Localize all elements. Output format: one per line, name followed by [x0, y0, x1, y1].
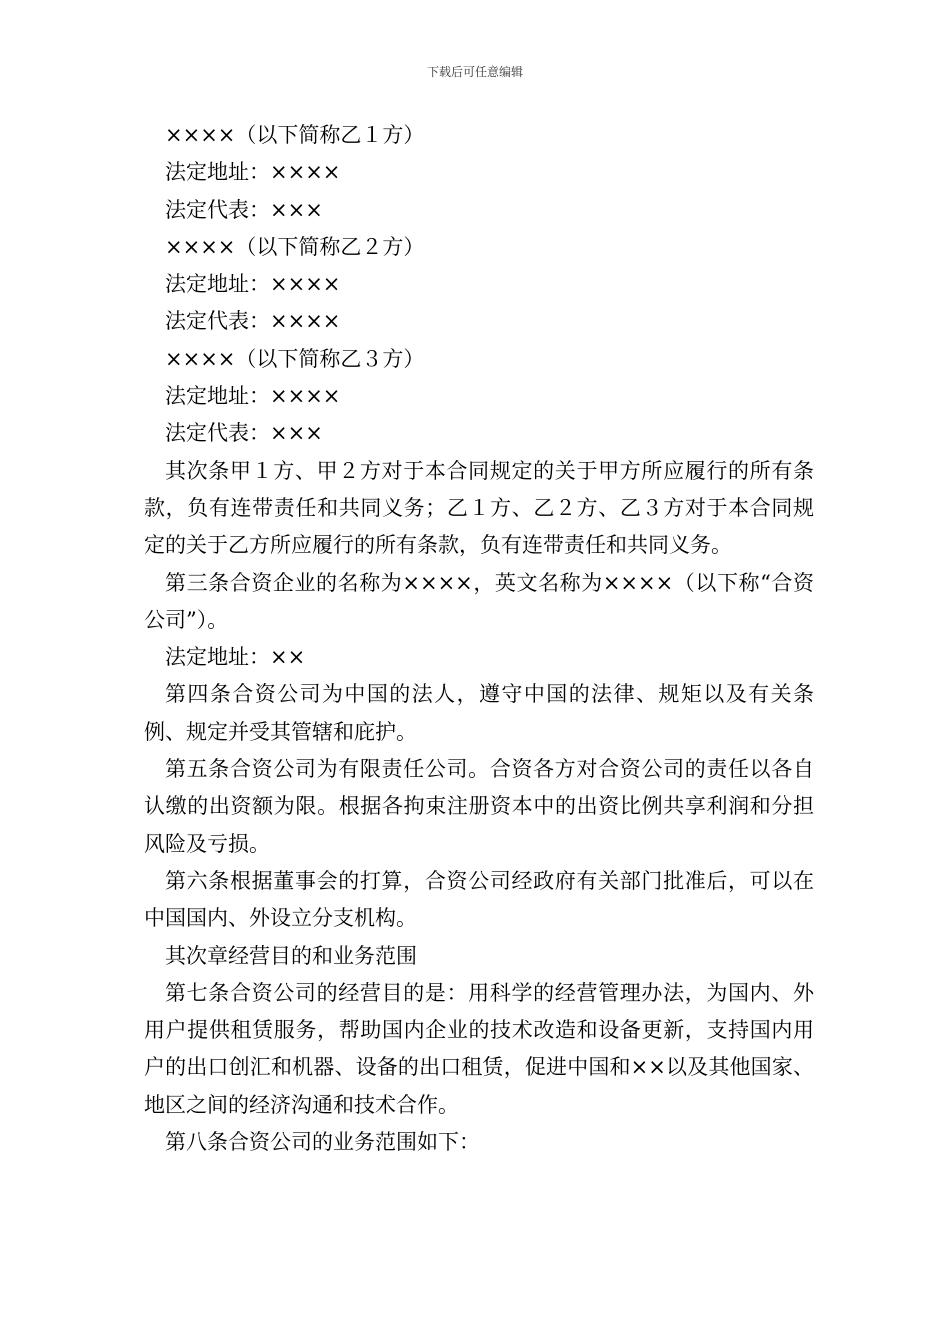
party-b3-representative: 法定代表：×××: [165, 421, 323, 446]
party-b3-name: ××××（以下简称乙３方）: [165, 346, 425, 371]
party-b1-name: ××××（以下简称乙１方）: [165, 123, 425, 147]
party-b1-representative: 法定代表：×××: [165, 197, 323, 222]
party-b2-address: 法定地址：××××: [165, 272, 341, 297]
article-2: 其次条甲１方、甲２方对于本合同规定的关于甲方所应履行的所有条款，负有连带责任和共同义务；乙１方、乙２方、乙３方对于本合同规定的关于乙方所应履行的所有条款，负有连带责任和共同义务。: [144, 458, 814, 558]
document-body: [144, 117, 814, 1161]
party-b2-representative: 法定代表：××××: [165, 309, 341, 334]
jv-address: 法定地址：××: [165, 645, 306, 670]
article-7: 第七条合资公司的经营目的是：用科学的经营管理办法，为国内、外用户提供租赁服务，帮助国内企业的技术改造和设备更新，支持国内用户的出口创汇和机器、设备的出口租赁，促进中国和××以及其他国家、地区之间的经济沟通和技术合作。: [144, 980, 814, 1117]
page-header: 下载后可任意编辑: [426, 65, 523, 79]
party-b1-address: 法定地址：××××: [165, 160, 341, 185]
article-4: 第四条合资公司为中国的法人，遵守中国的法律、规矩以及有关条例、规定并受其管辖和庇护。: [144, 682, 814, 744]
party-b3-address: 法定地址：××××: [165, 384, 341, 409]
party-b2-name: ××××（以下简称乙２方）: [165, 234, 425, 259]
article-6: 第六条根据董事会的打算，合资公司经政府有关部门批准后，可以在中国国内、外设立分支机构。: [144, 868, 814, 931]
article-3: 第三条合资企业的名称为××××，英文名称为××××（以下称“合资公司”）。: [144, 570, 814, 632]
chapter-2-heading: 其次章经营目的和业务范围: [165, 943, 417, 968]
article-8: 第八条合资公司的业务范围如下：: [165, 1130, 480, 1155]
article-5: 第五条合资公司为有限责任公司。合资各方对合资公司的责任以各自认缴的出资额为限。根据各拘束注册资本中的出资比例共享利润和分担风险及亏损。: [144, 757, 814, 856]
